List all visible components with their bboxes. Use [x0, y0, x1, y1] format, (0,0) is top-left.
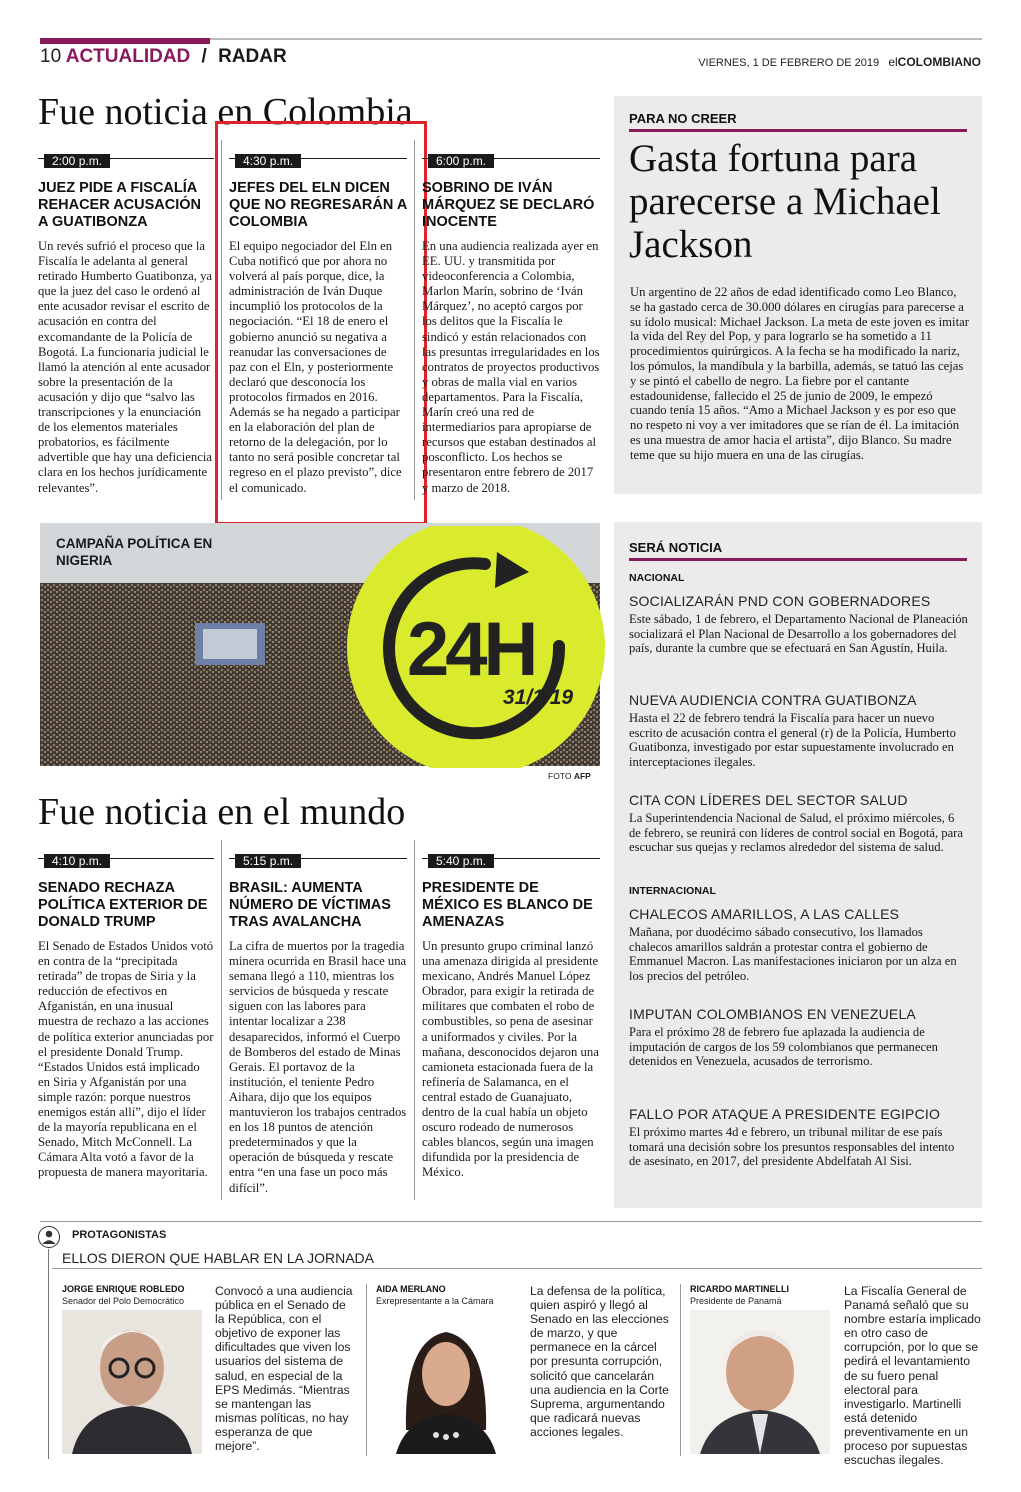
agenda-title: CHALECOS AMARILLOS, A LAS CALLES [629, 906, 900, 922]
story-headline: JUEZ PIDE A FISCALÍA REHACER ACUSACIÓN A GUATIBONZA [38, 180, 201, 230]
person-photo [62, 1310, 202, 1454]
header-separator: / [201, 46, 207, 67]
protagonistas-vline [48, 1249, 49, 1459]
subsection-name: RADAR [218, 46, 287, 67]
photo-credit [548, 771, 591, 781]
story-time: 6:00 p.m. [428, 154, 494, 168]
story-headline: SOBRINO DE IVÁN MÁRQUEZ SE DECLARÓ INOCENTE [422, 180, 595, 230]
column-divider [414, 140, 415, 500]
box-body: Un argentino de 22 años de edad identificado como Leo Blanco, se ha gastado cerca de 30.000 dólares en cirugías para parecerse a su ídolo musical: Michael Jackson. La meta de este joven es imitar la vida del Rey del Pop, y para lograrlo se ha sometido a 11 procedimientos quirúrgicos. A la fecha se ha modificado la nariz, los pómulos, la mandíbula y la barbilla, además, se tatuó las cejas y se pintó el cabello de negro. La fiebre por el cantante estadounidense, fallecido el 25 de junio de 2009, le empezó cuando tenía 15 años. “Amo a Michael Jackson y es por eso que no respeto ni voy a ver imitadores que se rían de él. La imitación es una muestra de amor hacia el artista”, dijo Blanco. Su madre teme que su hijo muera en una de las cirugías. [630, 285, 969, 462]
person-role: Presidente de Panamá [690, 1296, 782, 1306]
mundo-story-2 [229, 852, 407, 1196]
column-divider [414, 840, 415, 1200]
story-body: El Senado de Estados Unidos votó en contra de la “precipitada retirada” de tropas de Siria y la reducción de efectivos en Afganistán, en una inusual muestra de rechazo a las acciones de política exterior anunciadas por el presidente Donald Trump. “Estados Unidos está implicado en Siria y Afganistán por una simple razón: porque nuestros enemigos están allí”, dijo el líder de la mayoría republicana en el Senado, Mitch McConnell. La Cámara Alta votó a favor de la propuesta de manera mayoritaria. [38, 939, 214, 1180]
protagonistas-subtitle: ELLOS DIERON QUE HABLAR EN LA JORNADA [62, 1250, 374, 1266]
story-time: 5:40 p.m. [428, 854, 494, 868]
agenda-item [629, 1006, 969, 1069]
person-icon [38, 1226, 60, 1248]
story-headline: BRASIL: AUMENTA NÚMERO DE VÍCTIMAS TRAS AVALANCHA [229, 880, 391, 930]
agenda-item [629, 906, 969, 983]
agenda-body: Para el próximo 28 de febrero fue aplazada la audiencia de imputación de cargos de los 59 colombianos que permanecen detenidos en Venezuela, acusados de terrorismo. [629, 1025, 938, 1069]
story-body: Un presunto grupo criminal lanzó una amenaza dirigida al presidente mexicano, Andrés Manuel López Obrador, para exigir la retirada de militares que combaten el robo de combustibles, so pena de asesinar a uniformados y civiles. Por la mañana, desconocidos dejaron una camioneta estacionada fuera de la refinería de Salamanca, en el central estado de Guanajuato, dentro de la cual había un objeto oscuro rodeado de numerosos cables blancos, según una imagen difundida por la presidencia de México. [422, 939, 599, 1180]
agenda-title: IMPUTAN COLOMBIANOS EN VENEZUELA [629, 1006, 916, 1022]
protagonistas-subrule [52, 1268, 982, 1269]
person-name: AIDA MERLANO [376, 1284, 446, 1294]
agenda-title: CITA CON LÍDERES DEL SECTOR SALUD [629, 792, 908, 808]
box-label: PARA NO CREER [629, 111, 737, 126]
nacional-label: NACIONAL [629, 572, 685, 584]
person-text: La Fiscalía General de Panamá señaló que su nombre estaría implicado en otro caso de corrupción, por lo que se pedirá el levantamiento de su fuero penal electoral para investigarlo. Martinelli está detenido preventivamente en un proceso por supuestas escuchas ilegales. [844, 1284, 981, 1468]
agenda-item [629, 692, 969, 769]
brand-prefix: el [888, 55, 898, 69]
colombia-title: Fue noticia en Colombia [38, 91, 413, 133]
column-divider [680, 1284, 681, 1456]
photo-credit-label: FOTO [548, 771, 572, 781]
agenda-body: Mañana, por duodécimo sábado consecutivo, los llamados chalecos amarillos saldrán a protestar contra el gobierno de Emmanuel Macron. Las manifestaciones iniciaron por un alza en los precios del petróleo. [629, 925, 957, 983]
photo-caption: CAMPAÑA POLÍTICA EN NIGERIA [56, 536, 213, 568]
agenda-body: El próximo martes 4d e febrero, un tribunal militar de ese país tomará una decisión sobre los presuntos responsables del intento de asesinato, en 2017, del presidente Abdelfatah Al Sisi. [629, 1125, 955, 1169]
agenda-body: Este sábado, 1 de febrero, el Departamento Nacional de Planeación socializará el Plan Nacional de Desarrollo a los gobernadores del país, durante la cumbre que se efectuará en San Agustín, Huila. [629, 612, 968, 656]
story-body: En una audiencia realizada ayer en EE. UU. y transmitida por videoconferencia a Colombia, Marlon Marín, sobrino de ‘Iván Márquez’, no aceptó cargos por los delitos que la Fiscalía le sindicó y están relacionados con las presuntas irregularidades en los contratos de proyectos productivos y obras de malla vial en varios departamentos. Para la Fiscalía, Marín creó una red de intermediarios para apropiarse de recursos que estaban destinados al posconflicto. Los hechos se presentaron entre febrero de 2017 y marzo de 2018. [422, 239, 600, 495]
mundo-title: Fue noticia en el mundo [38, 791, 406, 833]
person-role: Exrepresentante a la Cámara [376, 1296, 494, 1306]
agenda-title: FALLO POR ATAQUE A PRESIDENTE EGIPCIO [629, 1106, 941, 1122]
agenda-item [629, 1106, 969, 1169]
protagonistas-rule [40, 1221, 982, 1222]
column-divider [366, 1284, 367, 1456]
box-rule [629, 129, 967, 132]
story-time: 2:00 p.m. [44, 154, 110, 168]
page-number: 10 [40, 46, 62, 67]
header-accent-bar [40, 38, 210, 44]
internacional-label: INTERNACIONAL [629, 885, 716, 897]
colombia-story-3 [422, 152, 600, 496]
agenda-item [629, 593, 969, 656]
badge-24h [345, 526, 607, 768]
section-name: ACTUALIDAD [65, 46, 191, 67]
story-time: 4:10 p.m. [44, 854, 110, 868]
sera-noticia-box [614, 522, 982, 1208]
agenda-item [629, 792, 969, 855]
brand-name: COLOMBIANO [897, 55, 981, 69]
person-text: Convocó a una audiencia pública en el Senado de la República, con el objetivo de exponer las dificultades que viven los usuarios del sistema de salud, en especial de la EPS Medimás. “Mientras se mantengan las mismas políticas, no hay esperanza de que mejore”. [215, 1284, 353, 1454]
box-rule [629, 558, 967, 561]
story-headline: PRESIDENTE DE MÉXICO ES BLANCO DE AMENAZAS [422, 880, 593, 930]
agenda-title: NUEVA AUDIENCIA CONTRA GUATIBONZA [629, 692, 917, 708]
story-time: 4:30 p.m. [235, 154, 301, 168]
person-name: JORGE ENRIQUE ROBLEDO [62, 1284, 185, 1294]
highlight-frame [215, 121, 427, 525]
issue-date: VIERNES, 1 DE FEBRERO DE 2019 [698, 57, 880, 69]
badge-text: 24H [407, 607, 535, 692]
mundo-story-3 [422, 852, 600, 1181]
agenda-body: La Superintendencia Nacional de Salud, el próximo miércoles, 6 de febrero, se reunirá con líderes de control social en Bogotá, para escuchar sus quejas y reclamos alrededor del sistema de salud. [629, 811, 963, 855]
person-photo [376, 1310, 516, 1454]
colombia-story-1 [38, 152, 214, 496]
protagonistas-label: PROTAGONISTAS [72, 1229, 167, 1241]
box-title: Gasta fortuna para parecerse a Michael Jackson [629, 137, 941, 266]
person-name: RICARDO MARTINELLI [690, 1284, 789, 1294]
agenda-body: Hasta el 22 de febrero tendrá la Fiscalía para hacer un nuevo escrito de acusación contra el general (r) de la Policía, Humberto Guatibonza, investigado por estar supuestamente involucrado en interceptaciones ilegales. [629, 711, 956, 769]
story-body: El equipo negociador del Eln en Cuba notificó que por ahora no volverá al país porque, dice, la administración de Iván Duque incumplió los protocolos de la negociación. “El 18 de enero el gobierno anunció su negativa a reanudar las conversaciones de paz con el Eln, y posteriormente declaró que desconocía los protocolos firmados en 2016. Además se ha negado a participar en la elaboración del plan de retorno de la delegación, por lo tanto no será posible concretar tal regreso en el plazo previsto”, dice el comunicado. [229, 239, 402, 495]
photo-credit-name: AFP [573, 771, 591, 781]
column-divider [221, 840, 222, 1200]
box-label: SERÁ NOTICIA [629, 540, 723, 555]
person-role: Senador del Polo Democrático [62, 1296, 185, 1306]
agenda-title: SOCIALIZARÁN PND CON GOBERNADORES [629, 593, 931, 609]
para-no-creer-box [614, 96, 982, 494]
badge-date: 31/1/19 [503, 686, 574, 709]
story-headline: SENADO RECHAZA POLÍTICA EXTERIOR DE DONALD TRUMP [38, 880, 208, 930]
mundo-story-1 [38, 852, 214, 1181]
issue-date-line [698, 55, 981, 69]
story-body: Un revés sufrió el proceso que la Fiscalía le adelanta al general retirado Humberto Guatibonza, ya que la juez del caso le ordenó al ente acusador revisar el escrito de acusación en contra del excomandante de la Policía de Bogotá. La funcionaria judicial le llamó la atención al ente acusador sobre la presentación de la acusación y dijo que “salvo las transcripciones y la enunciación de los elementos materiales probatorios, es fácilmente advertible que hay una deficiencia clara en los hechos jurídicamente relevantes”. [38, 239, 213, 495]
person-text: La defensa de la política, quien aspiró y llegó al Senado en las elecciones de marzo, y que permanece en la cárcel por presunta corrupción, solicitó que cancelarán una audiencia en la Corte Suprema, argumentando que radicará nuevas acciones legales. [530, 1284, 669, 1439]
story-headline: JEFES DEL ELN DICEN QUE NO REGRESARÁN A COLOMBIA [229, 180, 407, 230]
story-body: La cifra de muertos por la tragedia minera ocurrida en Brasil hace una semana llegó a 110, mientras los servicios de búsqueda y rescate siguen con las labores para intentar localizar a 238 desaparecidos, informó el Cuerpo de Bomberos del estado de Minas Gerais. El portavoz de la institución, el teniente Pedro Aihara, dijo que los equipos mantuvieron los trabajos centrados en los 18 puntos de atención predeterminados y que la operación de búsqueda y rescate entra “en una fase un poco más difícil”. [229, 939, 407, 1195]
page-header [40, 46, 287, 68]
person-photo [690, 1310, 830, 1454]
story-time: 5:15 p.m. [235, 854, 301, 868]
